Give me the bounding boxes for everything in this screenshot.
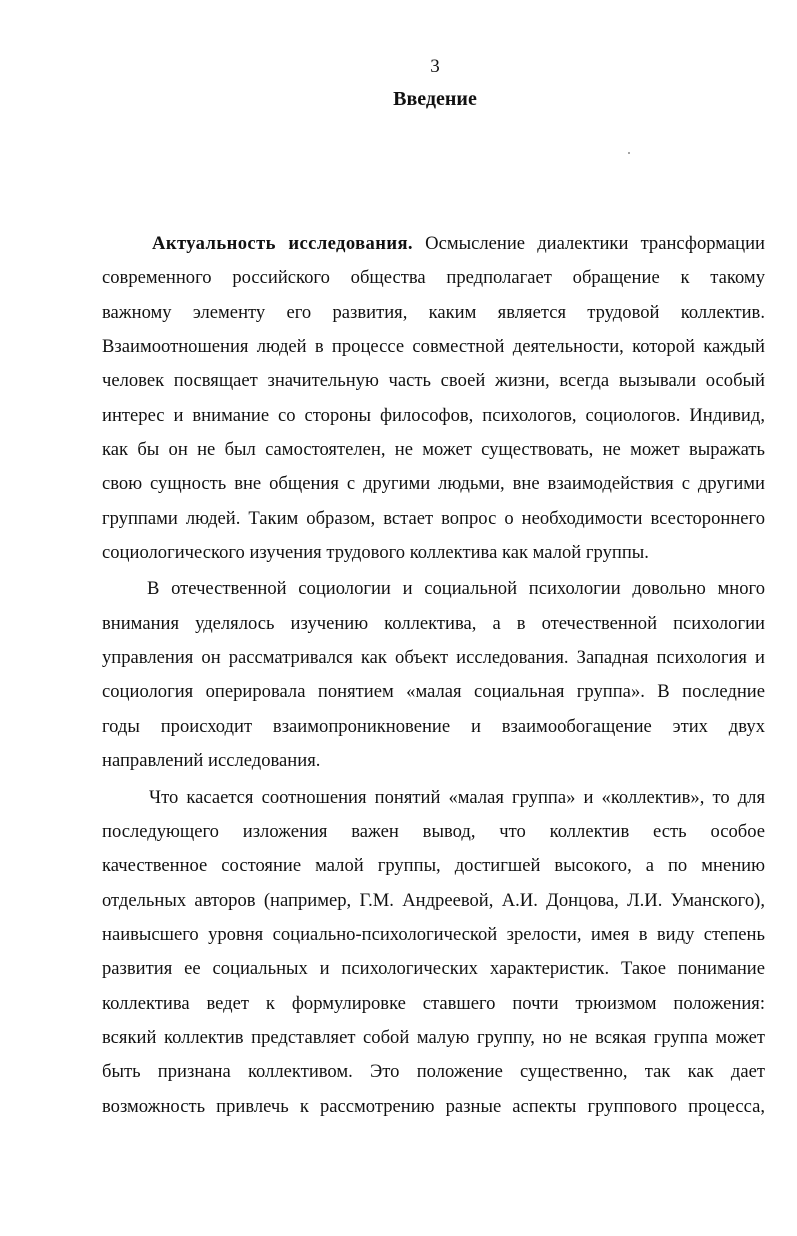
paragraph-3-line: развития ее социальных и психологических характеристик. Такое понимание [102,958,765,980]
paragraph-3-line: быть признана коллективом. Это положение существенно, так как дает [102,1061,765,1083]
paragraph-1-line: Взаимоотношения людей в процессе совместной деятельности, которой каждый [102,336,765,358]
paragraph-3-line: наивысшего уровня социально-психологической зрелости, имея в виду степень [102,923,765,945]
paragraph-3-line: качественное состояние малой группы, достигшей высокого, а по мнению [102,855,765,877]
bold-lead: Актуальность исследования. [152,233,413,254]
section-heading: Введение [393,88,477,110]
paragraph-3-line: отдельных авторов (например, Г.М. Андреевой, А.И. Донцова, Л.И. Уманского), [102,889,765,911]
paragraph-2-line: В отечественной социологии и социальной психологии довольно много [147,578,765,600]
paragraph-1-line: важному элементу его развития, каким является трудовой коллектив. [102,301,765,323]
paragraph-2-line: управления он рассматривался как объект исследования. Западная психология и [102,647,765,669]
paragraph-3-line: последующего изложения важен вывод, что коллектив есть особое [102,820,765,842]
paragraph-2-line: социология оперировала понятием «малая социальная группа». В последние [102,681,765,703]
paragraph-1-line: как бы он не был самостоятелен, не может существовать, не может выражать [102,439,765,461]
paragraph-1-line [102,227,765,261]
paragraph-3-line: возможность привлечь к рассмотрению разные аспекты группового процесса, [102,1095,765,1117]
paragraph-1-line: интерес и внимание со стороны философов, психологов, социологов. Индивид, [102,404,765,426]
paragraph-1-line: человек посвящает значительную часть своей жизни, всегда вызывали особый [102,370,765,392]
paragraph-1-line: группами людей. Таким образом, встает вопрос о необходимости всестороннего [102,507,765,529]
paragraph-2-line: годы происходит взаимопроникновение и взаимообогащение этих двух [102,715,765,737]
paragraph-3-line: Что касается соотношения понятий «малая группа» и «коллектив», то для [149,786,765,808]
paragraph-1-line: современного российского общества предполагает обращение к такому [102,267,765,289]
scan-speck [628,152,630,154]
page-number: 3 [430,56,440,77]
paragraph-3-line: всякий коллектив представляет собой малую группу, но не всякая группа может [102,1026,765,1048]
paragraph-2-line: внимания уделялось изучению коллектива, а в отечественной психологии [102,612,765,634]
body-text [102,227,765,1124]
paragraph-1-line: социологического изучения трудового коллектива как малой группы. [102,542,649,564]
paragraph-1-line: свою сущность вне общения с другими людьми, вне взаимодействия с другими [102,473,765,495]
line-text: Осмысление диалектики трансформации [412,233,766,254]
paragraph-3-line: коллектива ведет к формулировке ставшего почти трюизмом положения: [102,992,765,1014]
paragraph-2-line: направлений исследования. [102,750,321,772]
